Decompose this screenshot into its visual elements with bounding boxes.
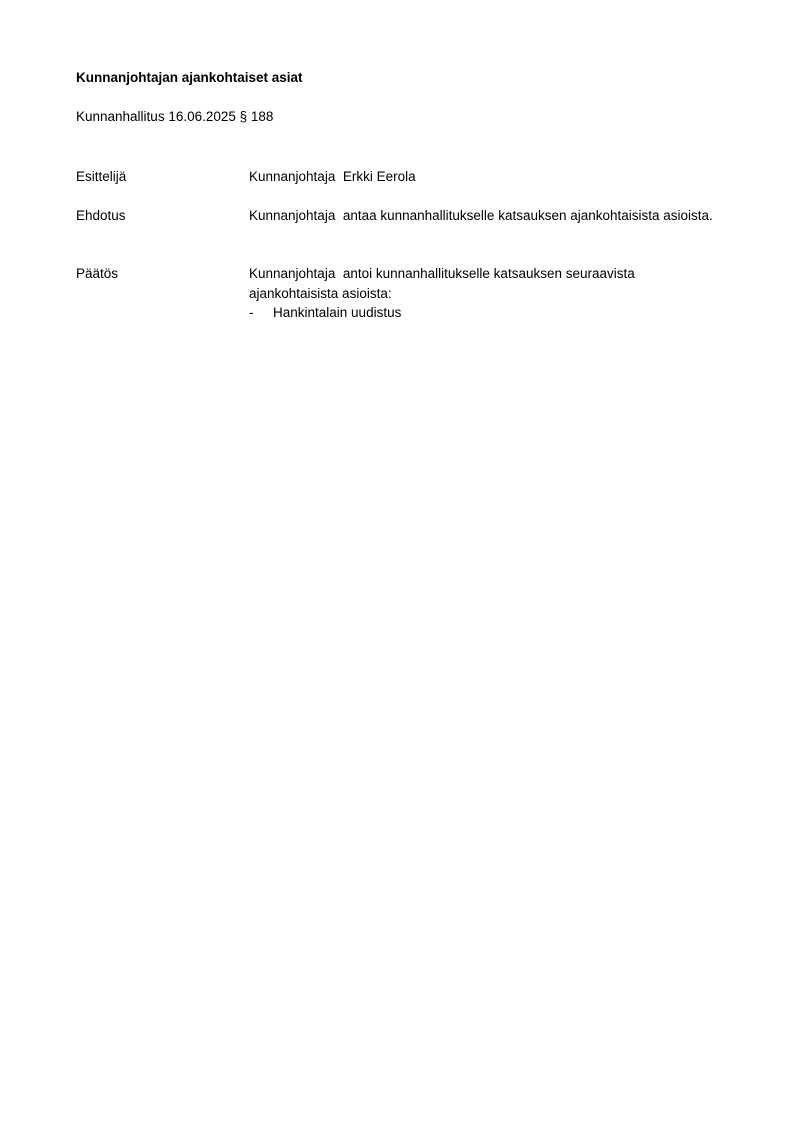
list-bullet: -	[249, 305, 254, 320]
decision-label: Päätös	[76, 266, 119, 281]
decision-block	[249, 264, 719, 323]
presenter-label: Esittelijä	[76, 169, 127, 184]
presenter-text: Kunnanjohtaja Erkki Eerola	[249, 169, 416, 184]
list-item-text: Hankintalain uudistus	[273, 305, 402, 320]
proposal-value: Kunnanjohtaja antaa kunnanhallitukselle katsauksen ajankohtaisista asioista.	[249, 208, 713, 223]
decision-value: Kunnanjohtaja antoi kunnanhallitukselle katsauksen seuraavista ajankohtaisista asioista:	[249, 266, 639, 301]
proposal-label: Ehdotus	[76, 208, 126, 223]
presenter-value	[249, 167, 719, 187]
decision-list-item	[249, 303, 719, 323]
meeting-reference: Kunnanhallitus 16.06.2025 § 188	[76, 109, 274, 124]
document-title: Kunnanjohtajan ajankohtaiset asiat	[76, 70, 303, 85]
